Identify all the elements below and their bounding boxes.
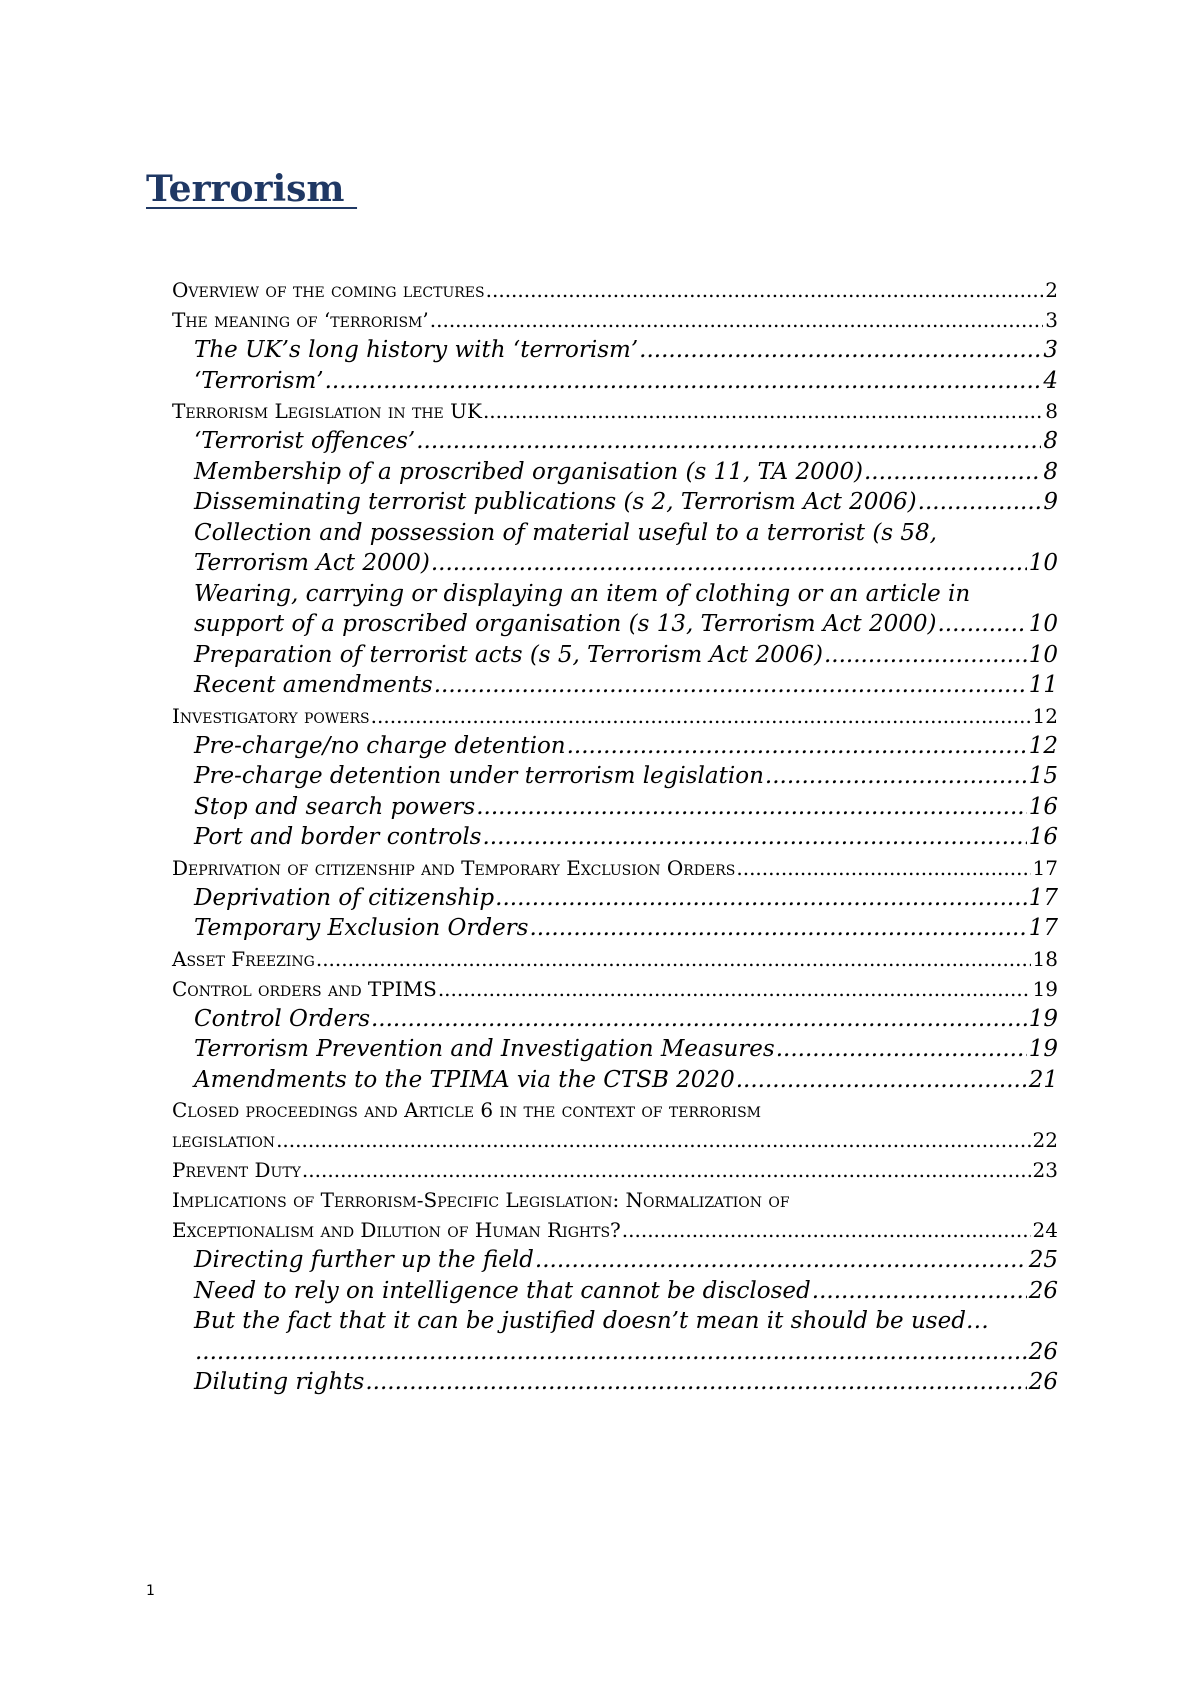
toc-entry[interactable] — [172, 853, 1058, 883]
toc-page-number: 3 — [1045, 308, 1058, 332]
toc-page-number: 4 — [1043, 367, 1058, 394]
toc-dot-leader — [567, 731, 1027, 762]
toc-dot-leader — [316, 944, 1031, 974]
toc-page-number: 19 — [1028, 1005, 1058, 1032]
toc-dot-leader — [639, 335, 1041, 366]
toc-dot-leader — [736, 1065, 1027, 1096]
toc-page-number: 12 — [1032, 703, 1058, 728]
toc-entry[interactable] — [172, 792, 1058, 823]
toc-dot-leader — [431, 548, 1027, 579]
toc-entry-text: Directing further up the field — [194, 1247, 534, 1273]
toc-entry-text: Control orders and TPIMS — [172, 976, 437, 1001]
toc-entry[interactable] — [172, 1095, 1058, 1155]
toc-entry-text: Control Orders — [194, 1005, 370, 1032]
toc-entry[interactable] — [172, 1245, 1058, 1276]
toc-page-number: 26 — [1028, 1369, 1058, 1395]
toc-entry-text: ‘Terrorist offences’ — [194, 428, 416, 454]
toc-page-number: 10 — [1028, 641, 1058, 668]
toc-entry[interactable] — [172, 640, 1058, 671]
toc-entry-text: Terrorism Prevention and Investigation Measures — [194, 1036, 775, 1062]
toc-dot-leader — [736, 853, 1030, 883]
toc-entry-text: Need to rely on intelligence that cannot be disclosed — [194, 1277, 811, 1304]
toc-dot-leader — [529, 913, 1026, 944]
toc-entry[interactable] — [172, 457, 1058, 488]
toc-entry[interactable] — [172, 913, 1058, 944]
toc-entry-text: support of a proscribed organisation (s 13, Terrorism Act 2000) — [194, 611, 937, 637]
toc-entry-text: Investigatory powers — [172, 703, 370, 728]
toc-dot-leader — [824, 640, 1027, 671]
toc-dot-leader — [937, 609, 1026, 640]
toc-entry-text: The UK’s long history with ‘terrorism’ — [194, 337, 639, 363]
toc-entry-text: Deprivation of citizenship — [194, 884, 495, 911]
toc-entry[interactable] — [172, 1276, 1058, 1307]
toc-entry-text: Deprivation of citizenship and Temporary Exclusion Orders — [172, 855, 736, 880]
toc-page-number: 25 — [1028, 1247, 1058, 1273]
toc-entry[interactable] — [172, 518, 1058, 579]
toc-entry[interactable] — [172, 944, 1058, 974]
toc-entry-text: Disseminating terrorist publications (s 2, Terrorism Act 2006) — [194, 489, 917, 515]
toc-dot-leader — [776, 1034, 1027, 1065]
toc-entry[interactable] — [172, 883, 1058, 914]
toc-entry-text: Recent amendments — [194, 672, 433, 698]
toc-entry-text: Stop and search powers — [194, 793, 476, 820]
toc-entry-text: Overview of the coming lectures — [172, 278, 485, 302]
toc-page-number: 16 — [1028, 793, 1058, 820]
toc-entry[interactable] — [172, 1155, 1058, 1185]
toc-page-number: 10 — [1028, 611, 1058, 637]
toc-page-number: 16 — [1028, 824, 1058, 850]
toc-entry-text: Membership of a proscribed organisation (s 11, TA 2000) — [194, 458, 863, 485]
toc-page-number: 17 — [1028, 884, 1058, 911]
toc-dot-leader — [276, 1125, 1030, 1155]
toc-dot-leader — [371, 1004, 1027, 1035]
toc-entry[interactable] — [172, 822, 1058, 853]
document-title: Terrorism — [146, 168, 358, 210]
toc-entry-text: Diluting rights — [194, 1369, 365, 1395]
toc-dot-leader — [918, 487, 1042, 518]
toc-page-number: 8 — [1043, 428, 1058, 454]
toc-page-number: 2 — [1045, 278, 1058, 302]
toc-entry-text: Pre-charge detention under terrorism legislation — [194, 763, 764, 789]
toc-dot-leader — [765, 761, 1027, 792]
toc-entry[interactable] — [172, 426, 1058, 457]
toc-entry-text: Terrorism Legislation in the UK — [172, 399, 482, 423]
toc-page-number: 10 — [1028, 550, 1058, 576]
toc-entry[interactable] — [172, 701, 1058, 731]
toc-dot-leader — [325, 366, 1042, 397]
toc-entry[interactable] — [172, 974, 1058, 1004]
toc-entry[interactable] — [172, 366, 1058, 397]
toc-page-number: 8 — [1045, 399, 1058, 423]
toc-page-number: 18 — [1032, 946, 1058, 971]
toc-entry[interactable] — [172, 1034, 1058, 1065]
toc-entry[interactable] — [172, 670, 1058, 701]
toc-dot-leader — [486, 275, 1044, 305]
toc-entry-text-first-line: But the fact that it can be justified doesn’t mean it should be used… — [194, 1308, 989, 1334]
toc-entry-text: Port and border controls — [194, 824, 482, 850]
toc-entry[interactable] — [172, 335, 1058, 366]
toc-entry-text-first-line: Wearing, carrying or displaying an item of clothing or an article in — [194, 580, 971, 607]
toc-dot-leader — [483, 822, 1027, 853]
toc-page-number: 12 — [1028, 732, 1058, 759]
toc-dot-leader — [416, 426, 1041, 457]
toc-entry[interactable] — [172, 1367, 1058, 1398]
toc-page-number: 17 — [1028, 915, 1058, 941]
toc-page-number: 17 — [1032, 855, 1058, 880]
toc-dot-leader — [434, 670, 1027, 701]
toc-page-number: 19 — [1032, 976, 1058, 1001]
toc-page-number: 21 — [1028, 1066, 1058, 1093]
toc-entry-text: ‘Terrorism’ — [194, 367, 324, 394]
toc-dot-leader — [535, 1245, 1027, 1276]
toc-dot-leader — [495, 883, 1027, 914]
toc-page-number: 26 — [1028, 1338, 1058, 1365]
toc-entry[interactable] — [172, 761, 1058, 792]
toc-entry-text: Prevent Duty — [172, 1158, 301, 1182]
toc-entry-text: Exceptionalism and Dilution of Human Rights? — [172, 1218, 621, 1242]
toc-dot-leader — [483, 396, 1043, 426]
toc-entry[interactable] — [172, 305, 1058, 335]
toc-dot-leader — [438, 974, 1031, 1004]
toc-dot-leader — [302, 1155, 1031, 1185]
toc-page-number: 22 — [1032, 1128, 1058, 1152]
toc-entry-text: legislation — [172, 1128, 276, 1152]
toc-dot-leader — [430, 305, 1044, 335]
toc-page-number: 3 — [1043, 337, 1058, 363]
toc-dot-leader — [195, 1337, 1027, 1368]
toc-entry[interactable] — [172, 1185, 1058, 1245]
page-number: 1 — [146, 1583, 155, 1599]
toc-entry[interactable] — [172, 396, 1058, 426]
table-of-contents — [172, 275, 1058, 1398]
toc-entry-text: Pre-charge/no charge detention — [194, 732, 566, 759]
toc-dot-leader — [864, 457, 1041, 488]
toc-dot-leader — [812, 1276, 1027, 1307]
toc-entry[interactable] — [172, 1065, 1058, 1096]
toc-dot-leader — [622, 1215, 1031, 1245]
toc-page-number: 19 — [1028, 1036, 1058, 1062]
toc-page-number: 8 — [1043, 458, 1058, 485]
toc-entry-text: Asset Freezing — [172, 946, 315, 971]
toc-page-number: 15 — [1028, 763, 1058, 789]
toc-page-number: 23 — [1032, 1158, 1058, 1182]
toc-page-number: 26 — [1028, 1277, 1058, 1304]
toc-dot-leader — [476, 792, 1026, 823]
toc-entry-text: Temporary Exclusion Orders — [194, 915, 529, 941]
toc-page-number: 24 — [1032, 1218, 1058, 1242]
toc-entry-text: Terrorism Act 2000) — [194, 550, 430, 576]
toc-page-number: 9 — [1043, 489, 1058, 515]
toc-entry[interactable] — [172, 579, 1058, 640]
toc-entry-text-first-line: Implications of Terrorism-Specific Legislation: Normalization of — [172, 1188, 790, 1212]
toc-entry-text: Preparation of terrorist acts (s 5, Terrorism Act 2006) — [194, 641, 823, 668]
toc-dot-leader — [371, 701, 1031, 731]
toc-entry-text-first-line: Closed proceedings and Article 6 in the context of terrorism — [172, 1098, 761, 1122]
toc-entry[interactable] — [172, 1306, 1058, 1367]
toc-dot-leader — [365, 1367, 1026, 1398]
toc-entry-text: Amendments to the TPIMA via the CTSB 2020 — [194, 1066, 735, 1093]
toc-entry[interactable] — [172, 1004, 1058, 1035]
toc-page-number: 11 — [1028, 672, 1058, 698]
toc-entry[interactable] — [172, 731, 1058, 762]
toc-entry-text: The meaning of ‘terrorism’ — [172, 308, 429, 332]
toc-entry[interactable] — [172, 487, 1058, 518]
toc-entry-text-first-line: Collection and possession of material useful to a terrorist (s 58, — [194, 519, 937, 546]
toc-entry[interactable] — [172, 275, 1058, 305]
